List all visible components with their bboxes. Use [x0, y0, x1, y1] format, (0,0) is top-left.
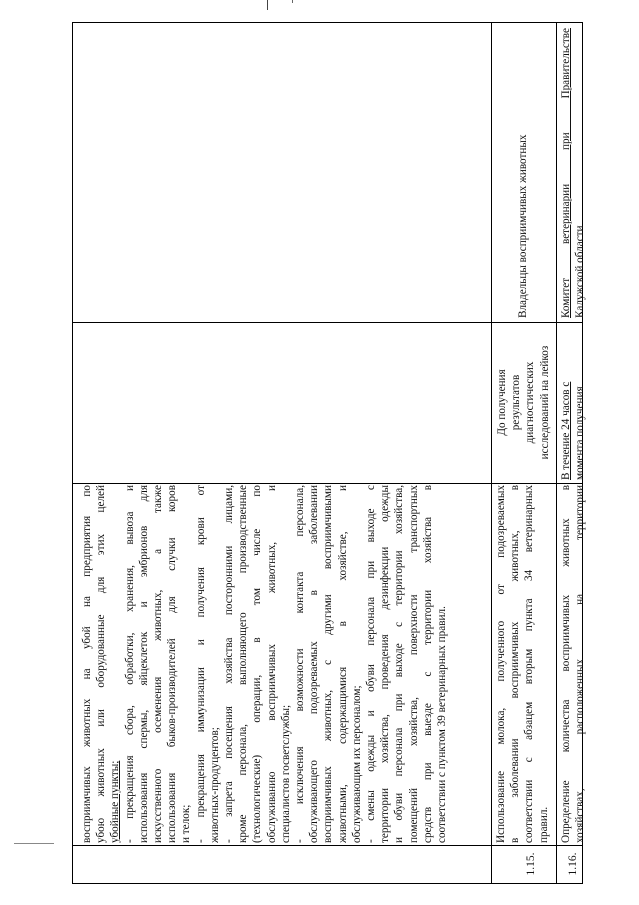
scan-artifact-line — [267, 0, 268, 10]
row-1-15-deadline-text: До получения результатов диагностических исследований на лейкоз — [496, 345, 551, 460]
scan-artifact-mark — [292, 0, 293, 3]
row-divider-2 — [556, 22, 557, 884]
column-divider-measure-deadline — [72, 483, 583, 484]
row-1-16-deadline-text: В течение 24 часов с момента получения — [560, 381, 587, 480]
row-1-14-measure-text: восприимчивых животных на убой на предприятия по убою животных или оборудованные для этих целей убойные пункты; - прекращения сбора, обработки, хранения, вывоза и использования спермы, яйцеклеток и эмбрионов для искусственного осеменения животных, а также использования быков-производителей для случки коров и телок; - прекращения иммунизации и получения крови от животных-продуцентов; - запрета посещения хозяйства посторонними лицами, кроме персонала, выполняющего производственные (технологические) операции, в том числе по обслуживанию восприимчивых животных, и специалистов госветслужбы; - исключения возможности контакта персонала, обслуживающего подозреваемых в заболевании восприимчивых животных, с другими восприимчивыми животными, содержащимися в хозяйстве, и обслуживающим их персоналом; - смены одежды и обуви персонала при выходе с территории хозяйства, проведения дезинфекции одежды и обуви персонала при выходе с территории хозяйства, помещений хозяйства, поверхности транспортных средств при выезде с территории хозяйства в соответствии с пунктом 39 ветеринарных правил. — [81, 485, 449, 843]
row-1-15-measure-text: Использование молока, полученного от подозреваемых в заболевании восприимчивых животных, в соответствии с абзацем вторым пункта 34 ветеринарных правил. — [495, 485, 550, 843]
row-1-16-number: 1.16. — [567, 852, 579, 876]
row-1-15-number: 1.15. — [525, 852, 537, 876]
row-1-16-measure-text: Определение количества восприимчивых животных в хозяйствах, расположенных на территории — [560, 485, 587, 843]
column-divider-deadline-responsible — [72, 322, 583, 323]
row-divider-1 — [491, 22, 492, 884]
row-1-15-responsible-text: Владельцы восприимчивых животных — [517, 134, 529, 318]
scan-artifact-tick — [14, 843, 54, 844]
row-1-16-responsible-text: Комитет ветеринарии при Правительстве Калужской области — [560, 28, 587, 318]
